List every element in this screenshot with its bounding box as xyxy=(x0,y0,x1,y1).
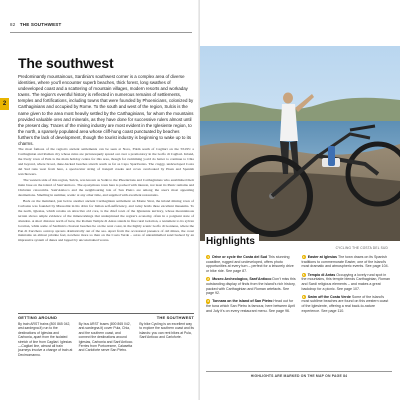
cyclist-illustration xyxy=(200,46,400,241)
box-title-left: GETTING AROUND xyxy=(18,315,58,320)
page-number: 82 xyxy=(10,22,16,27)
highlights-footer: HIGHLIGHTS ARE MARKED ON THE MAP ON PAGE 84 xyxy=(206,371,392,378)
number-badge: 1 xyxy=(207,255,209,259)
highlight-text: Some of the island's most sublime beaches are found on this western coast of the Iglesiente, offering a real back-to-nature experience. See page 110. xyxy=(301,294,389,313)
intro-paragraph: Predominantly mountainous, Sardinia's southwest corner is a complex area of diverse identities, where you'll encounter superb beaches, thick forest, long swathes of undeveloped coast and a scattering of mountain villages, modern resorts and workaday towns. The region's eventful history is reflected in numerous remains of settlements, temples and fortifications, including towns that were founded by Phoenicians, colonized by Carthaginians and occupied by Rome. To the south and west of the region, Sulcis is the name given to the area most heavily settled by the Carthaginians, for whom the mountains provided valuable ores and minerals, as they have done for successive rulers almost until the present day. Traces of the mining industry are most evident in the Iglesiente region, to the north, a sparsely populated area whose cliff-hung coast punctuated by beaches furthers the lack of development, though the tourist industry is beginning to wake up to its charms. xyxy=(18,74,194,147)
highlight-item xyxy=(206,255,297,274)
photo-caption: CYCLING THE COSTA DEL SUD xyxy=(335,246,388,250)
highlight-item xyxy=(206,299,297,313)
box-column-bus: By bus ARST buses (800 865 042, arst.sardegna.it) cover Pula, Chia, and the southern coast, and connect the destinations around Iglesias, Carbonia and Sant'Antioco. Ferries from Portovesme, Calasetta and Carloforte serve San Pietro. xyxy=(78,322,134,353)
getting-around-box xyxy=(18,313,194,384)
box-column-bike: By bike Cycling is an excellent way to explore the southern coast and its islands: you can rent bikes at Pula, Sant'Antioco and Carloforte. xyxy=(139,322,195,340)
body-paragraph-1: The most famous of the region's ancient settlements can be seen at Nora, 35km south of Cagliari on the SS195: a Carthaginian and Roman city whose ruins are picturesquely spread out over a promontory in the Golfo di Cagliari. Inland, the lively town of Pula is the main holiday centre for this area, though for swimming you'd do better to continue to Chia and beyond, where broad, dune-backed beaches stretch south as far as Capo Spartivento. The craggy, undeveloped Costa del Sud runs west from here, a spectacular string of tranquil creeks and coves overlooked by Pisan and Spanish watchtowers. xyxy=(18,147,194,176)
box-header xyxy=(18,314,194,320)
number-badge: 2 xyxy=(207,277,209,282)
number-badge: 6 xyxy=(302,294,305,299)
highlight-title: Easter at Iglesias xyxy=(307,255,338,259)
highlights-column-right xyxy=(302,255,393,317)
section-name: THE SOUTHWEST xyxy=(19,22,62,27)
body-text xyxy=(18,147,194,243)
highlight-text: This stunning coastline, rugged and undeveloped, offers photo opportunities at every turn – perfect for a leisurely drive or bike ride. See page 87. xyxy=(206,255,294,274)
highlights-heading: Highlights xyxy=(205,234,259,247)
box-column-train: By train ARST trains (800 865 042, arst.sardegna.it) run to the destinations of Iglesias and Carbonia, apart from the isolated stretch of line from Cagliari. Iglesias—Cagliari line, almost all train journeys involve a change of train at Decimomannu. xyxy=(18,322,73,357)
highlight-title: Tonnara on the island of San Pietro xyxy=(212,299,273,304)
box-columns xyxy=(18,322,194,357)
page-title: The southwest xyxy=(18,55,114,71)
highlights-column-left xyxy=(206,255,297,317)
number-badge: 5 xyxy=(302,272,305,277)
highlight-text: Head out for the tuna which San Pietro is famous; here between April and July it's on every restaurant menu. See page 96. xyxy=(206,299,296,313)
body-paragraph-3: Back on the mainland, just below another ancient Carthaginian settlement on Monte Sirai, the inland mining town of Carbonia was founded by Mussolini in his drive for Italian self-sufficiency, and today holds three excellent museums. To the north, Iglesias, which retains an attractive old core, is the chief town of the Iglesiente territory, whose mountainous terrain shows ample evidence of the mineworkings that underpinned the region's economy, often in a poignant state of abandon. A short distance north of here, the Roman Temple di Antas stands in fine rural isolation, a testament to its sylvan location, while some of Sardinia's choicest beaches lie on the west coast, in the highly scenic Golfo di Gonnesa, where the Pan di Zucchero outcrop sprouts dramatically out of the sea. Apart from the occasional presence of old mines, the coast maintains an almost pristine feel, nowhere more so than on the Costa Verde – acres of untrammelled sand backed by an impressive system of dunes and lapped by unconstrained waves. xyxy=(18,199,194,243)
highlight-text: The town draws on its Spanish traditions to commemorate Easter, one of the island's most dramatic and atmospheric events. See page 104. xyxy=(301,255,389,269)
highlight-text: Occupying a lovely rural spot in the mountains, this temple blends Carthaginian, Roman and Sardi religious elements – and makes a great backdrop for a picnic. See page 107. xyxy=(301,272,390,291)
highlight-title: Tempio di Antas xyxy=(307,272,336,277)
box-title-right: THE SOUTHWEST xyxy=(156,315,194,320)
highlight-item xyxy=(302,273,393,292)
highlight-title: Museo Archeologico, Sant'Antioco xyxy=(212,277,272,282)
highlight-item xyxy=(302,255,393,269)
highlights-columns xyxy=(206,255,392,317)
number-badge: 3 xyxy=(207,299,209,304)
highlight-title: Swim off the Costa Verde xyxy=(307,294,351,299)
highlight-item xyxy=(302,295,393,314)
highlight-text: Don't miss this outstanding display of finds from the island's rich history, packed with Carthaginian and Roman artefacts. See page 92. xyxy=(206,277,296,296)
highlight-title: Drive or cycle the Costa del Sud xyxy=(212,255,268,259)
running-head xyxy=(10,22,192,33)
highlight-item xyxy=(206,277,297,296)
chapter-tab: 2 xyxy=(0,98,9,110)
body-paragraph-2: The western side of this region, Sulcis, was known as Solki to the Phoenicians and Carthaginians who established their main base on the island of Sant'Antioco. The eponymous town here is packed with interest, not least its Punic remains and Christian catacombs. Sant'Antioco and the neighbouring isle of San Pietro are among the area's most appealing destinations. Smelling in summer, scenic at any other time, and supplied with excellent restaurants. xyxy=(18,177,194,197)
cycling-photo xyxy=(200,46,400,241)
number-badge: 4 xyxy=(302,255,305,259)
